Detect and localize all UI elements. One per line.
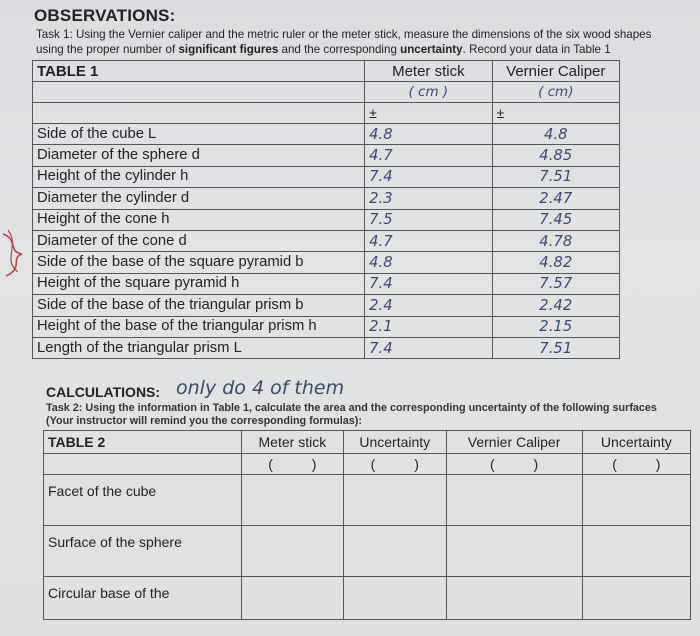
table1-vernier-value[interactable]: 4.82 <box>492 252 619 273</box>
table1-title: TABLE 1 <box>33 61 365 82</box>
table2-row <box>44 526 691 577</box>
table1-meter-value[interactable]: 7.4 <box>365 337 492 358</box>
table2-cell[interactable] <box>582 577 690 620</box>
table1-meter-value[interactable]: 4.8 <box>365 252 492 273</box>
table1-row <box>33 230 620 251</box>
table1-vernier-value[interactable]: 4.85 <box>492 145 619 166</box>
table2-title: TABLE 2 <box>44 431 242 454</box>
table1-row <box>33 188 620 209</box>
table1-row-label: Height of the cone h <box>33 209 365 230</box>
table1-body <box>33 124 620 359</box>
table1-pm-blank <box>33 103 365 124</box>
table2-cell[interactable] <box>582 475 690 526</box>
table2-cell[interactable] <box>241 475 343 526</box>
table2-cell[interactable] <box>241 577 343 620</box>
task2-instructions <box>46 402 686 428</box>
table2-row-label: Circular base of the <box>44 577 242 620</box>
task1-line2-a: using the proper number of <box>36 43 179 56</box>
table1-vernier-value[interactable]: 4.78 <box>492 230 619 251</box>
table1-row <box>33 337 620 358</box>
table1-units-row <box>33 82 620 103</box>
table1-unit-meter: ( cm ) <box>365 82 492 103</box>
margin-scribble-icon <box>0 224 30 284</box>
table2-unit: ( ) <box>446 454 582 475</box>
table1-vernier-value[interactable]: 7.57 <box>492 273 619 294</box>
table2-cell[interactable] <box>446 526 582 577</box>
table1-vernier-value[interactable]: 7.45 <box>492 209 619 230</box>
task1-line1: Task 1: Using the Vernier caliper and the metric ruler or the meter stick, measure the dimensions of the six wood shapes <box>36 28 652 41</box>
table1-meter-value[interactable]: 2.1 <box>365 316 492 337</box>
task1-instructions <box>36 27 686 57</box>
table2-unit: ( ) <box>344 454 446 475</box>
table1-vernier-value[interactable]: 2.42 <box>492 295 619 316</box>
table1-meter-value[interactable]: 2.3 <box>365 188 492 209</box>
table1-row <box>33 209 620 230</box>
table1-vernier-value[interactable]: 4.8 <box>492 124 619 145</box>
table1 <box>32 60 620 359</box>
table2-unit: ( ) <box>582 454 690 475</box>
table2-units-row <box>44 454 691 475</box>
table1-row-label: Side of the base of the square pyramid b <box>33 252 365 273</box>
table1-row-label: Height of the cylinder h <box>33 166 365 187</box>
table1-meter-value[interactable]: 4.7 <box>365 230 492 251</box>
table1-unit-vernier: ( cm) <box>492 82 619 103</box>
table1-row <box>33 145 620 166</box>
table1-row <box>33 124 620 145</box>
table1-vernier-value[interactable]: 2.15 <box>492 316 619 337</box>
table1-meter-value[interactable]: 2.4 <box>365 295 492 316</box>
table1-row-label: Length of the triangular prism L <box>33 337 365 358</box>
table1-meter-value[interactable]: 7.4 <box>365 166 492 187</box>
table1-row-label: Diameter the cylinder d <box>33 188 365 209</box>
table1-vernier-value[interactable]: 7.51 <box>492 337 619 358</box>
table2-cell[interactable] <box>241 526 343 577</box>
table2-row-label: Facet of the cube <box>44 475 242 526</box>
table1-row <box>33 252 620 273</box>
table1-row-label: Side of the base of the triangular prism b <box>33 295 365 316</box>
table1-row <box>33 316 620 337</box>
table1-meter-value[interactable]: 4.7 <box>365 145 492 166</box>
table2-header: Uncertainty <box>582 431 690 454</box>
table1-col-meter: Meter stick <box>365 61 492 82</box>
table2-cell[interactable] <box>344 526 446 577</box>
table1-pm-vernier: ± <box>492 103 619 124</box>
table1-row-label: Diameter of the cone d <box>33 230 365 251</box>
table2-cell[interactable] <box>344 475 446 526</box>
table2-header-row <box>44 431 691 454</box>
table1-col-vernier: Vernier Caliper <box>492 61 619 82</box>
calculations-handwritten-note: only do 4 of them <box>176 377 345 399</box>
table2 <box>43 430 691 620</box>
table1-row-label: Diameter of the sphere d <box>33 145 365 166</box>
table2-unit: ( ) <box>241 454 343 475</box>
table2-cell[interactable] <box>446 577 582 620</box>
table2-cell[interactable] <box>344 577 446 620</box>
calculations-title: CALCULATIONS: <box>46 384 161 400</box>
table2-row <box>44 475 691 526</box>
task1-line2-b: and the corresponding <box>278 43 401 56</box>
table2-row-label: Surface of the sphere <box>44 526 242 577</box>
table1-pm-meter: ± <box>365 103 492 124</box>
table2-header: Vernier Caliper <box>446 431 582 454</box>
table2-row <box>44 577 691 620</box>
table1-row <box>33 166 620 187</box>
table1-meter-value[interactable]: 4.8 <box>365 124 492 145</box>
table1-meter-value[interactable]: 7.4 <box>365 273 492 294</box>
task1-bold-sigfigs: significant figures <box>178 43 279 56</box>
observations-title: OBSERVATIONS: <box>34 6 176 25</box>
table1-row <box>33 295 620 316</box>
table1-row-label: Height of the square pyramid h <box>33 273 365 294</box>
table2-units-blank <box>44 454 242 475</box>
task2-line2: (Your instructor will remind you the corresponding formulas): <box>46 415 362 427</box>
table1-header-row <box>33 61 620 82</box>
table1-row-label: Side of the cube L <box>33 124 365 145</box>
table1-units-blank <box>33 82 365 103</box>
task1-bold-uncertainty: uncertainty <box>400 43 463 56</box>
task2-line1: Task 2: Using the information in Table 1, calculate the area and the corresponding uncertainty of the following surfaces <box>46 402 657 414</box>
task1-line2-c: . Record your data in Table 1 <box>462 43 611 56</box>
table1-meter-value[interactable]: 7.5 <box>365 209 492 230</box>
table1-row <box>33 273 620 294</box>
table1-vernier-value[interactable]: 2.47 <box>492 188 619 209</box>
table2-cell[interactable] <box>582 526 690 577</box>
table2-header: Meter stick <box>241 431 343 454</box>
table2-cell[interactable] <box>446 475 582 526</box>
table1-pm-row <box>33 103 620 124</box>
table1-vernier-value[interactable]: 7.51 <box>492 166 619 187</box>
table2-header: Uncertainty <box>344 431 446 454</box>
table1-row-label: Height of the base of the triangular prism h <box>33 316 365 337</box>
